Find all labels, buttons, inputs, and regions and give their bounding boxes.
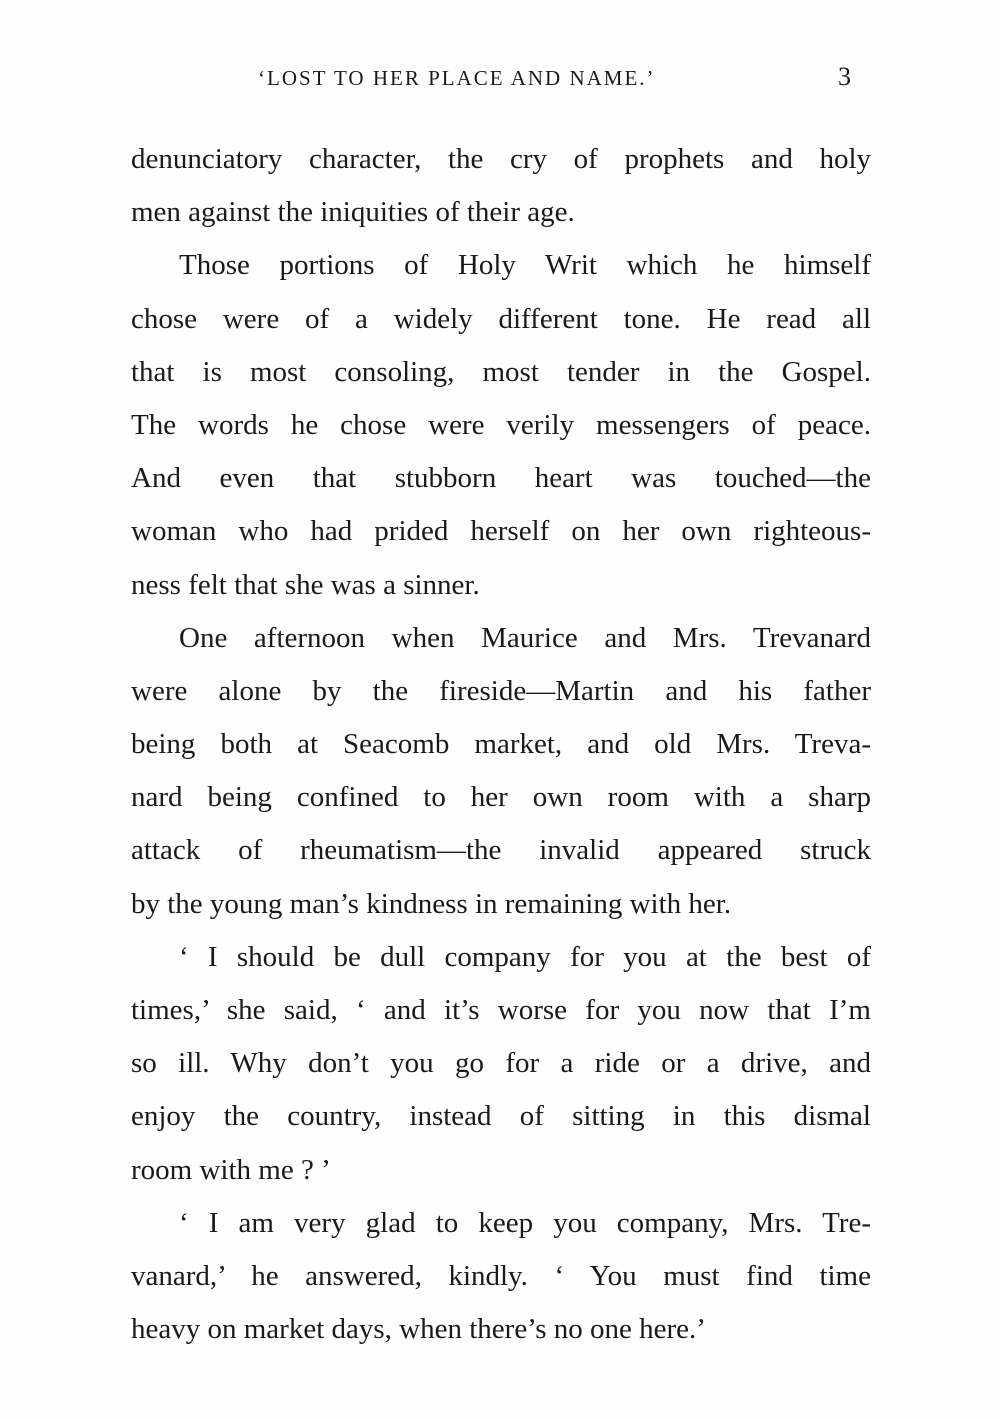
text-line: And even that stubborn heart was touched—the — [131, 462, 871, 495]
text-line: denunciatory character, the cry of prophets and holy — [131, 143, 871, 175]
text-line: heavy on market days, when there’s no one here.’ — [131, 1313, 706, 1346]
text-line: ‘ I should be dull company for you at the best of — [179, 940, 871, 973]
text-line: nard being confined to her own room with a sharp — [131, 781, 871, 814]
text-line: chose were of a widely different tone. He read all — [131, 302, 871, 335]
text-line: One afternoon when Maurice and Mrs. Trevanard — [179, 621, 871, 654]
text-line: were alone by the fireside—Martin and his father — [131, 674, 871, 707]
text-line: room with me ? ’ — [131, 1153, 331, 1186]
text-line: being both at Seacomb market, and old Mrs. Treva- — [131, 728, 871, 761]
running-head — [0, 58, 1000, 98]
text-line: woman who had prided herself on her own righteous- — [131, 515, 871, 548]
text-line: times,’ she said, ‘ and it’s worse for you now that I’m — [131, 994, 871, 1026]
text-line: Those portions of Holy Writ which he himself — [179, 249, 871, 282]
page-number: 3 — [838, 62, 851, 91]
text-line: attack of rheumatism—the invalid appeared struck — [131, 834, 871, 867]
running-title: ‘LOST TO HER PLACE AND NAME.’ — [258, 66, 656, 90]
body-text — [131, 133, 871, 1356]
text-line: by the young man’s kindness in remaining with her. — [131, 887, 732, 920]
text-line: men against the iniquities of their age. — [131, 196, 575, 229]
text-line: enjoy the country, instead of sitting in this dismal — [131, 1100, 871, 1133]
text-line: ‘ I am very glad to keep you company, Mrs. Tre- — [179, 1206, 871, 1239]
text-line: so ill. Why don’t you go for a ride or a drive, and — [131, 1047, 871, 1080]
text-line: The words he chose were verily messengers of peace. — [131, 408, 871, 441]
text-line: ness felt that she was a sinner. — [131, 568, 480, 601]
text-line: vanard,’ he answered, kindly. ‘ You must find time — [131, 1259, 871, 1292]
text-line: that is most consoling, most tender in the Gospel. — [131, 355, 871, 388]
